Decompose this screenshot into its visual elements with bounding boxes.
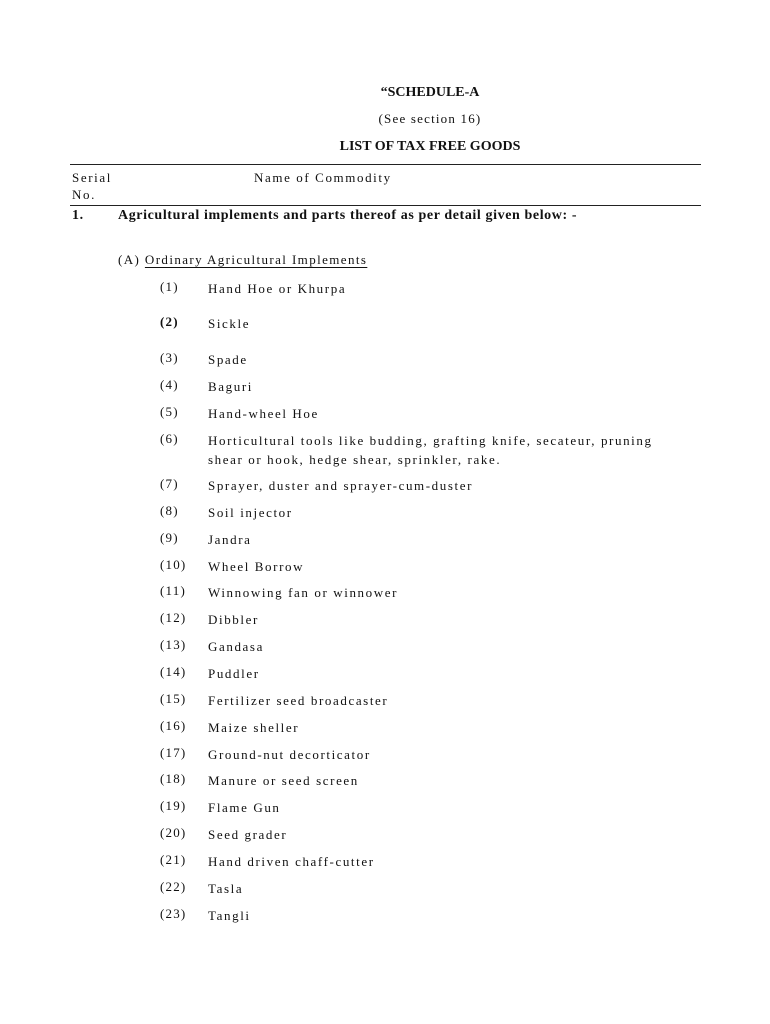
- item-name: Gandasa: [208, 639, 264, 654]
- item-number: (9): [160, 530, 179, 545]
- header-top-rule: [70, 164, 701, 165]
- item-name: Wheel Borrow: [208, 559, 305, 574]
- item-name: Tangli: [208, 908, 251, 923]
- item-name: Puddler: [208, 666, 260, 681]
- item-name: Horticultural tools like budding, grafting knife, secateur, pruning shear or hook, hedge shear, sprinkler, rake.: [208, 433, 653, 467]
- item-number: (23): [160, 906, 187, 921]
- item-number: (5): [160, 404, 179, 419]
- item-name: Tasla: [208, 881, 244, 896]
- item-number: (2): [160, 314, 179, 329]
- item-number: (18): [160, 771, 187, 786]
- item-name: Sprayer, duster and sprayer-cum-duster: [208, 478, 474, 493]
- item-name: Maize sheller: [208, 720, 300, 735]
- item-number: (14): [160, 664, 187, 679]
- item-name: Seed grader: [208, 827, 288, 842]
- item-name: Dibbler: [208, 612, 259, 627]
- header-bottom-rule: [70, 205, 701, 206]
- serial-header: Serial: [72, 170, 112, 185]
- item-name: Hand driven chaff-cutter: [208, 854, 375, 869]
- item-name: Hand-wheel Hoe: [208, 406, 319, 421]
- item-number: (13): [160, 637, 187, 652]
- commodity-header: Name of Commodity: [254, 170, 392, 185]
- item-number: (21): [160, 852, 187, 867]
- item-number: (1): [160, 279, 179, 294]
- serial-no-header: No.: [72, 187, 96, 202]
- item-name: Baguri: [208, 379, 253, 394]
- item-name: Jandra: [208, 532, 252, 547]
- item-number: (12): [160, 610, 187, 625]
- section-reference: (See section 16): [378, 111, 482, 126]
- item-number: (8): [160, 503, 179, 518]
- item-number: (22): [160, 879, 187, 894]
- item-number: (10): [160, 557, 187, 572]
- item-number: (6): [160, 431, 179, 446]
- item-number: (20): [160, 825, 187, 840]
- section-label: Ordinary Agricultural Implements: [144, 252, 368, 267]
- item-number: (17): [160, 745, 187, 760]
- item-number: (3): [160, 350, 179, 365]
- item-name: Soil injector: [208, 505, 293, 520]
- item-number: (15): [160, 691, 187, 706]
- item-number: (11): [160, 583, 186, 598]
- item-name: Spade: [208, 352, 248, 367]
- item-name: Manure or seed screen: [208, 773, 359, 788]
- item-name: Ground-nut decorticator: [208, 747, 371, 762]
- entry-serial: 1.: [72, 208, 84, 223]
- section-prefix: (A): [118, 252, 145, 267]
- item-number: (4): [160, 377, 179, 392]
- schedule-title: “SCHEDULE-A: [380, 85, 480, 100]
- list-title: LIST OF TAX FREE GOODS: [339, 139, 521, 154]
- item-name: Flame Gun: [208, 800, 281, 815]
- item-name: Hand Hoe or Khurpa: [208, 281, 347, 296]
- item-number: (7): [160, 476, 179, 491]
- section-heading: [118, 252, 367, 268]
- item-name: Fertilizer seed broadcaster: [208, 693, 389, 708]
- item-name: Winnowing fan or winnower: [208, 585, 399, 600]
- item-name: Sickle: [208, 316, 251, 331]
- item-number: (19): [160, 798, 187, 813]
- item-number: (16): [160, 718, 187, 733]
- entry-description: Agricultural implements and parts thereof as per detail given below: -: [118, 208, 578, 223]
